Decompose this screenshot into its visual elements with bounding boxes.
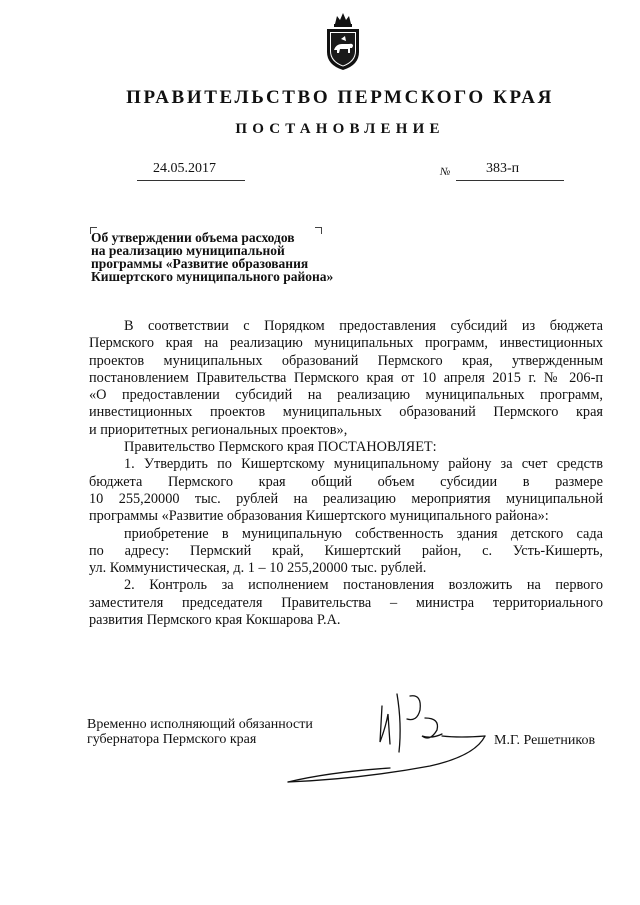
signer-position-line: губернатора Пермского края bbox=[87, 732, 257, 747]
subject-line: на реализацию муниципальной bbox=[91, 243, 285, 258]
signer-position-line: Временно исполняющий обязанности bbox=[87, 717, 313, 732]
coat-of-arms-icon bbox=[323, 10, 363, 72]
body-line: программы «Развитие образования Кишертского муниципального района»: bbox=[89, 508, 549, 525]
body-line: 2. Контроль за исполнением постановления возложить на первого bbox=[124, 577, 603, 594]
body-line: В соответствии с Порядком предоставления субсидий из бюджета bbox=[124, 318, 603, 334]
body-line: «О предоставлении субсидий на реализацию муниципальных программ, bbox=[89, 387, 603, 404]
body-line: заместителя председателя Правительства – министра территориального bbox=[89, 594, 603, 611]
body-line: 1. Утвердить по Кишертскому муниципальному району за счет средств bbox=[124, 456, 603, 473]
document-date: 24.05.2017 bbox=[153, 161, 216, 176]
document-number: 383-п bbox=[486, 161, 520, 176]
government-title: ПРАВИТЕЛЬСТВО ПЕРМСКОГО КРАЯ bbox=[126, 87, 554, 108]
body-line: Пермского края на реализацию муниципальных программ, инвестиционных bbox=[89, 335, 603, 352]
body-line: ул. Коммунистическая, д. 1 – 10 255,20000 тыс. рублей. bbox=[89, 560, 427, 577]
subject-title bbox=[91, 231, 391, 283]
body-line: проектов муниципальных образований Пермского края, утвержденным bbox=[89, 352, 603, 369]
date-field bbox=[137, 160, 245, 181]
number-sign: № bbox=[440, 166, 451, 178]
number-field bbox=[456, 160, 564, 181]
body-line: Правительство Пермского края ПОСТАНОВЛЯЕТ: bbox=[124, 439, 437, 456]
body-line: постановлением Правительства Пермского края от 10 апреля 2015 г. № 206-п bbox=[89, 369, 603, 386]
body-line: бюджета Пермского края общий объем субсидии в размере bbox=[89, 473, 603, 490]
body-line: и приоритетных региональных проектов», bbox=[89, 421, 348, 438]
document-type: ПОСТАНОВЛЕНИЕ bbox=[235, 121, 445, 137]
document-body bbox=[89, 318, 603, 629]
subject-line: Об утверждении объема расходов bbox=[91, 230, 295, 245]
subject-line: Кишертского муниципального района» bbox=[91, 269, 334, 284]
handwritten-signature bbox=[270, 684, 500, 784]
body-line: приобретение в муниципальную собственность здания детского сада bbox=[124, 525, 603, 542]
body-line: 10 255,20000 тыс. рублей на реализацию мероприятия муниципальной bbox=[89, 490, 603, 507]
body-line: развития Пермского края Кокшарова Р.А. bbox=[89, 612, 341, 629]
subject-line: программы «Развитие образования bbox=[91, 256, 309, 271]
body-line: инвестиционных проектов муниципальных образований Пермского края bbox=[89, 404, 603, 421]
body-line: по адресу: Пермский край, Кишертский район, с. Усть-Кишерть, bbox=[89, 542, 603, 559]
signer-name: М.Г. Решетников bbox=[494, 733, 596, 748]
